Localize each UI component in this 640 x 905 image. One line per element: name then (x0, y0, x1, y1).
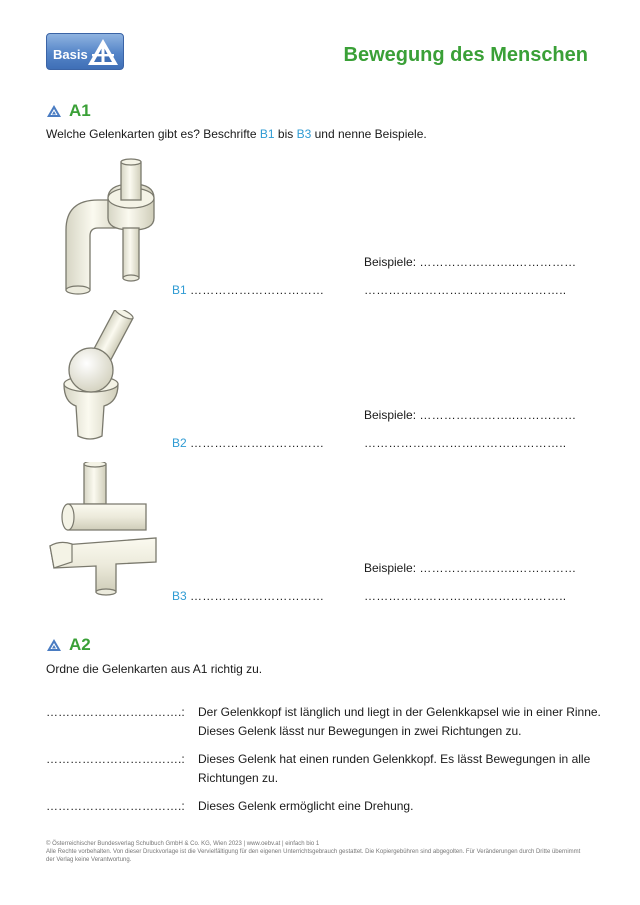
match-item (46, 797, 606, 816)
b3-beispiele-line: Beispiele: …………….……..…………… (364, 561, 577, 575)
match-blank-1[interactable]: …………………………….: (46, 705, 185, 719)
match-description-3: Dieses Gelenk ermöglicht eine Drehung. (198, 799, 414, 813)
pyramid-icon (46, 638, 62, 652)
b1-examples-line[interactable]: ………………………………………….. (364, 283, 567, 297)
b3-label-line[interactable]: B3 …………………………… (172, 589, 325, 603)
a2-task-text: Ordne die Gelenkarten aus A1 richtig zu. (46, 662, 263, 676)
ball-joint-illustration (46, 310, 162, 450)
section-a1-heading (46, 101, 91, 121)
match-description-1: Der Gelenkkopf ist länglich und liegt in der Gelenkkapsel wie in einer Rinne. Dieses Gelenk lässt nur Bewegungen in zwei Richtungen zu. (198, 705, 601, 738)
b2-beispiele-line: Beispiele: …………….……..…………… (364, 408, 577, 422)
match-blank-2[interactable]: …………………………….: (46, 752, 185, 766)
b1-label-line[interactable]: B1 …………………………… (172, 283, 325, 297)
hinge-joint-illustration (46, 158, 162, 298)
b3-examples-line[interactable]: ………………………………………….. (364, 589, 567, 603)
match-item (46, 703, 606, 741)
section-a1-label: A1 (69, 101, 91, 120)
match-blank-3[interactable]: …………………………….: (46, 799, 185, 813)
pyramid-icon (46, 104, 62, 118)
match-item (46, 750, 606, 788)
page-title: Bewegung des Menschen (343, 44, 588, 66)
pivot-joint-illustration (46, 462, 162, 602)
section-a2-label: A2 (69, 635, 91, 654)
footer-line-1: © Österreichischer Bundesverlag Schulbuch GmbH & Co. KG, Wien 2023 | www.oebv.at | einfach bio 1 (46, 841, 320, 847)
a1-task-text: Welche Gelenkarten gibt es? Beschrifte B1 bis B3 und nenne Beispiele. (46, 127, 427, 141)
copyright-footer (46, 840, 586, 864)
b2-label-line[interactable]: B2 …………………………… (172, 436, 325, 450)
b2-examples-line[interactable]: ………………………………………….. (364, 436, 567, 450)
basis-logo (46, 33, 124, 70)
footer-line-2: Alle Rechte vorbehalten. Von dieser Druckvorlage ist die Vervielfältigung für den eigenen Unterrichtsgebrauch gestattet. Die Kopiergebühren sind abgegolten. Für Veränderungen durch Dritte übernimmt der Verlag keine Verantwortung. (46, 849, 581, 863)
b1-beispiele-line: Beispiele: …………….……..…………… (364, 255, 577, 269)
section-a2-heading (46, 635, 91, 655)
match-description-2: Dieses Gelenk hat einen runden Gelenkkopf. Es lässt Bewegungen in alle Richtungen zu. (198, 752, 591, 785)
pyramid-logo-icon (86, 37, 120, 67)
logo-text: Basis (53, 47, 88, 62)
